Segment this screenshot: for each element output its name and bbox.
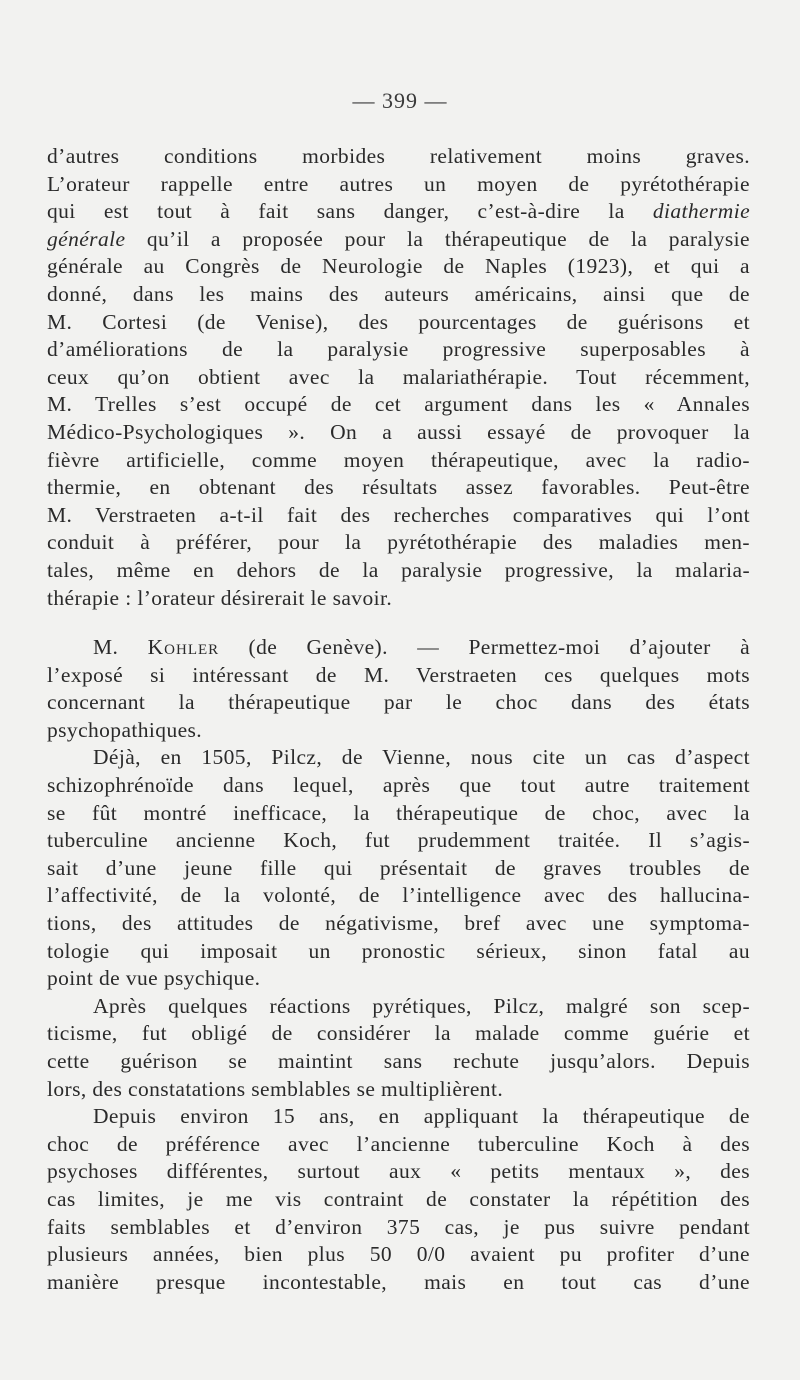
page-number: — 399 — <box>352 88 448 113</box>
text-line: tologie qui imposait un pronostic sérieux, sinon fatal au <box>47 938 750 963</box>
text-line: Depuis environ 15 ans, en appliquant la thérapeutique de <box>93 1104 750 1129</box>
text-line: M. Trelles s’est occupé de cet argument dans les « Annales <box>47 392 750 417</box>
text-line: générale au Congrès de Neurologie de Naples (1923), et qui a <box>47 254 750 279</box>
italic-term: diathermie <box>652 199 751 224</box>
text-line: l’affectivité, de la volonté, de l’intelligence avec des hallucina- <box>47 883 750 908</box>
text-line: d’améliorations de la paralysie progressive superposables à <box>47 337 750 362</box>
text-line: tuberculine ancienne Koch, fut prudemment traitée. Il s’agis- <box>47 828 750 853</box>
text-line: concernant la thérapeutique par le choc dans des états <box>47 690 750 715</box>
text-line: Médico-Psychologiques ». On a aussi essayé de provoquer la <box>47 419 750 444</box>
text-line: faits semblables et d’environ 375 cas, je pus suivre pendant <box>47 1214 750 1239</box>
text-line: cette guérison se maintint sans rechute jusqu’alors. Depuis <box>47 1049 750 1073</box>
text-line: tions, des attitudes de négativisme, bref avec une symptoma- <box>47 911 750 936</box>
text-line: psychoses différentes, surtout aux « petits mentaux », des <box>47 1159 750 1184</box>
paragraph-5 <box>47 1103 750 1296</box>
text-line: M. Cortesi (de Venise), des pourcentages de guérisons et <box>47 309 750 334</box>
paragraph-2 <box>47 634 750 744</box>
text-line: cas limites, je me vis contraint de constater la répétition des <box>47 1186 750 1211</box>
text-line: d’autres conditions morbides relativement moins graves. <box>47 144 750 168</box>
text-line: choc de préférence avec l’ancienne tuberculine Koch à des <box>47 1131 750 1156</box>
text-line: thérapie : l’orateur désirerait le savoir. <box>47 585 393 610</box>
text-line: point de vue psychique. <box>47 966 261 991</box>
text-line: ticisme, fut obligé de considérer la malade comme guérie et <box>47 1021 750 1046</box>
text-line: L’orateur rappelle entre autres un moyen de pyrétothérapie <box>47 171 750 196</box>
text-line: ceux qu’on obtient avec la malariathérapie. Tout récemment, <box>47 364 750 389</box>
text-line: fièvre artificielle, comme moyen thérapeutique, avec la radio- <box>47 447 750 472</box>
text-line: Après quelques réactions pyrétiques, Pilcz, malgré son scep- <box>93 993 750 1018</box>
text-line: conduit à préférer, pour la pyrétothérapie des maladies men- <box>47 530 750 555</box>
text-line: M. Kohler (de Genève). — Permettez-moi d’ajouter à <box>93 635 751 660</box>
text-line: l’exposé si intéressant de M. Verstraeten ces quelques mots <box>47 662 750 687</box>
paragraph-4 <box>47 993 750 1103</box>
body-text <box>47 143 750 1296</box>
text-line: se fût montré inefficace, la thérapeutique de choc, avec la <box>47 800 750 825</box>
text-line: plusieurs années, bien plus 50 0/0 avaient pu profiter d’une <box>47 1242 750 1267</box>
text-line: tales, même en dehors de la paralysie progressive, la malaria- <box>47 557 750 582</box>
text-line: Déjà, en 1505, Pilcz, de Vienne, nous cite un cas d’aspect <box>93 745 750 770</box>
text-line: sait d’une jeune fille qui présentait de graves troubles de <box>47 855 750 880</box>
text-line: donné, dans les mains des auteurs américains, ainsi que de <box>47 281 750 306</box>
text-line: schizophrénoïde dans lequel, après que tout autre traitement <box>47 773 750 798</box>
text-line: thermie, en obtenant des résultats assez favorables. Peut-être <box>47 475 750 500</box>
text-line: manière presque incontestable, mais en tout cas d’une <box>47 1269 750 1294</box>
text-line: qui est tout à fait sans danger, c’est-à-dire la diathermie <box>47 199 751 224</box>
text-line: psychopathiques. <box>47 717 203 742</box>
italic-term: générale <box>47 226 126 251</box>
text-line: générale qu’il a proposée pour la thérapeutique de la paralysie <box>47 226 750 251</box>
paragraph-3 <box>47 744 750 992</box>
text-line: M. Verstraeten a-t-il fait des recherches comparatives qui l’ont <box>47 502 750 527</box>
text-line: lors, des constatations semblables se multiplièrent. <box>47 1076 504 1101</box>
paragraph-1 <box>47 143 750 612</box>
speaker-name: Kohler <box>147 635 220 660</box>
